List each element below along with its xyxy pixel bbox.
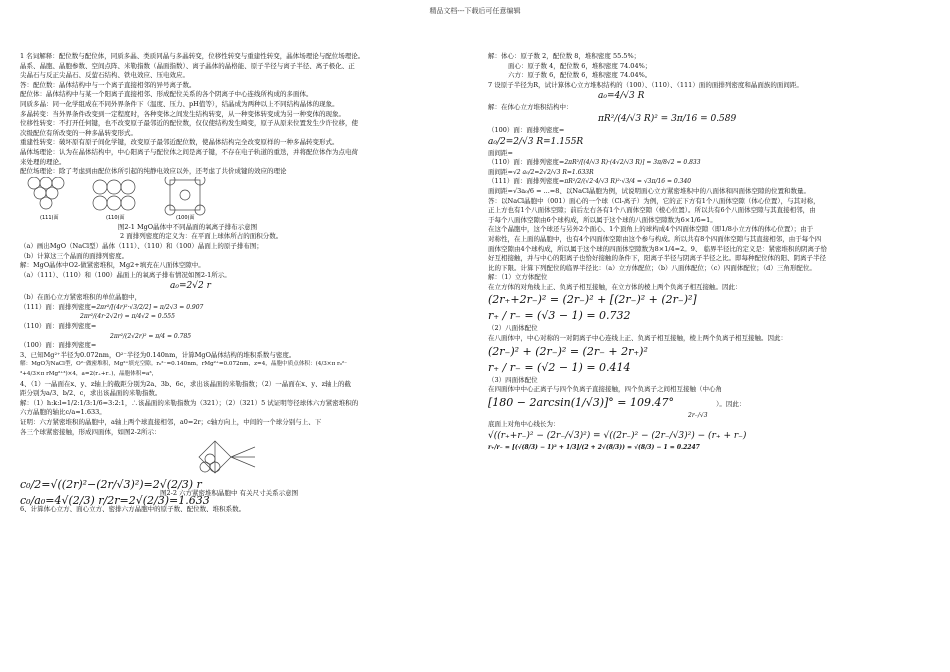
text-line: （3）四面体配位 [488, 375, 538, 384]
equation-100: 2πr²/(2√2r)² = π/4 = 0.785 [110, 332, 192, 340]
text-line: ³+4/3×π rMg²⁺³)×4，a=2(r₊+r₋)，晶胞体积=a³， [20, 371, 158, 378]
equation-110-bcc: 2πR²/[(4/√3 R)·(4√2/√3 R)] = 3π/8√2 = 0.833 [564, 159, 701, 167]
text-line: （b）计算这三个晶面的面排列密度。 [20, 251, 129, 260]
text-line: 6、计算体心立方、面心立方、密排六方晶胞中的原子数、配位数、堆积系数。 [20, 504, 246, 513]
text-line: （110）面：面排列密度= [20, 322, 97, 331]
text-line: 面间距= [488, 148, 513, 157]
text-line: 2 面排列密度的定义为：在平面上球体所占的面积分数。 [120, 232, 283, 241]
figure-caption: 图2-2 六方紧密堆积晶胞中 有关尺寸关系示意图 [160, 489, 299, 498]
text-line: 同质多晶：同一化学组成在不同外界条件下（温度、压力、pH值等），结晶成为两种以上不同结构晶体的现象。 [20, 99, 339, 108]
equation-oct-ratio: r₊ / r₋ = (√2 − 1) = 0.414 [488, 360, 631, 374]
text-line: 面间距=√3a₀/6 = ...=8、以NaCl晶胞为例，试说明面心立方紧密堆积中的八面体和四面体空隙的位置和数量。 [488, 186, 811, 195]
text-line [20, 332, 475, 342]
text-line: （100）面：面排列密度= [488, 125, 565, 134]
text-line: 次级配位有所改变的一种多晶转变形式。 [20, 128, 137, 137]
text-line: 1 名词解释：配位数与配位体，同质多晶、类质同晶与多晶转变，位移性转变与重建性转变，晶体场理论与配位场理论。 [20, 52, 365, 60]
equation-ratio-text: c₀/a₀=4√(2/3) r/2r=2√(2/3)=1.633 [20, 494, 210, 508]
text-line: 在四面体中中心正离子与四个负离子直接接触，四个负离子之间相互接触（中心角 [488, 385, 722, 394]
text-line: （2）八面体配位 [488, 324, 538, 333]
equation-oct: (2r₋)² + (2r₋)² = (2r₋ + 2r₊)² [488, 344, 648, 358]
label: ）。因此： [716, 399, 746, 408]
equation-tet3: r₊/r₋ = [(√(8/3) − 1)² + 1/3]/(2 + 2√(8/3)) = √(8/3) − 1 = 0.2247 [488, 444, 700, 452]
text-line: （a）（111）、（110）和（100）晶面上的氧离子排布情况如图2-1所示。 [20, 270, 231, 279]
fig-label-110: (110)面 [106, 214, 125, 221]
text-line: 面心：原子数 4，配位数 6，堆积密度 74.04%； [508, 61, 652, 70]
label: （111）面：面排列密度= [20, 302, 97, 311]
text-line: 底面上对角中心线长为： [488, 420, 560, 429]
text-line: 好互相接触，并与中心的阳离子也恰好接触的条件下，阳离子半径与阴离子半径之比。即每种配位体的阳、阴离子半径 [488, 254, 826, 263]
text-line: 尖晶石与反正尖晶石、反萤石结构、铁电效应、压电效应。 [20, 71, 189, 80]
equation-111: 2πr²/[(4r)²·√3/2/2] = π/2√3 = 0.907 [96, 303, 204, 311]
text-line [488, 168, 933, 178]
text-line: 多晶转变：当外界条件改变到一定程度时，各种变体之间发生结构转变，从一种变体转变成为另一种变体的现象。 [20, 109, 345, 118]
text-line: 7 设原子半径为R，试计算体心立方堆积结构的（100）、（110）、（111）面的面排列密度和晶面族的面间距。 [488, 80, 803, 89]
label: （110）面：面排列密度= [488, 158, 565, 167]
label: 面间距= [488, 167, 513, 176]
text-line: 距分别为a/3、b/2、c，求出该晶面的米勒指数。 [20, 389, 162, 398]
equation-tet2: √((r₊+r₋)² − (2r₋/√3)²) = √((2r₋)² − (2r₋/√3)²) − (r₊ + r₋) [488, 431, 747, 442]
text-line: 晶体场理论：认为在晶体结构中，中心阳离子与配位体之间是离子键，不存在电子轨道的重迭，并将配位体作为点电荷 [20, 147, 358, 156]
text-line: 答：配位数：晶体结构中与一个离子直接相邻的异号离子数。 [20, 80, 196, 89]
label: （111）面：面排列密度= [488, 177, 565, 186]
text-line: 于每个八面体空隙由6个球构成，所以属于这个球的八面体空隙数为6×1/6=1。 [488, 215, 717, 224]
figure-2-1 [20, 177, 475, 223]
figure-2-2 [20, 437, 475, 477]
text-line [488, 177, 933, 187]
text-line [20, 303, 475, 313]
equation-cube-ratio: r₊ / r₋ = (√3 − 1) = 0.732 [488, 309, 631, 323]
text-line: 在这个晶胞中，这个球还与另外2个面心、1个顶角上的球构成4个四面体空隙（即1/8小立方体的体心位置）；由于 [488, 225, 814, 234]
equation-cube: (2r₊+2r₋)² = (2r₋)² + [(2r₋)² + (2r₋)²] [488, 293, 697, 307]
equation-tet-angle: [180 − 2arcsin(1/√3)]° = 109.47° [488, 395, 675, 409]
text-line: 解：（1）h:k:l=1/2:1/3:1/6=3:2:1，∴该晶面的米勒指数为（321）；（2）（321）5 试证明等径球体六方紧密堆积的 [20, 398, 359, 407]
text-line: 答：以NaCl晶胞中（001）面心的一个球（Cl-离子）为例，它的正下方有1个八面体空隙（体心位置），与其对称， [488, 196, 820, 205]
equation-tet-small: 2r₋/√3 [688, 411, 708, 419]
text-line: 配位场理论：除了考虑到由配位体所引起的纯静电效应以外，还考虑了共价成键的效应的理论 [20, 167, 287, 176]
text-line: 解：MgO晶体中O2-做紧密堆积，Mg2+填充在八面体空隙中。 [20, 261, 205, 270]
text-line: （a）画出MgO（NaCl型）晶体（111）、（110）和（100）晶面上的原子排布图； [20, 241, 263, 250]
text-line: 在立方体的对角线上正、负离子相互接触，在立方体的棱上两个负离子相互接触。因此： [488, 282, 742, 291]
text-line: 各三个球紧密接触，形成四面体，如图2-2所示： [20, 427, 161, 436]
text-line: 3、已知Mg²⁺半径为0.072nm，O²⁻半径为0.140nm，计算MgO晶体结构的堆积系数与密度。 [20, 350, 296, 359]
equation-100-bcc: πR²/(4/√3 R)² = 3π/16 = 0.589 [598, 113, 737, 124]
equation-111-bcc: πR²/2/(√2·4/√3 R)²·√3/4 = √3π/16 = 0.340 [564, 178, 692, 186]
text-line: 重建性转变：破坏原有原子间化学键，改变原子最邻近配位数，使晶体结构完全改变原样的一种多晶转变形式。 [20, 138, 339, 147]
text-line: 4、（1）一晶面在x、y、z轴上的截距分别为2a、3b、6c，求出该晶面的米勒指数；（2）一晶面在x、y、z轴上的截 [20, 379, 352, 388]
text-line [20, 312, 475, 322]
text-line: （100）面：面排列密度= [20, 341, 97, 350]
text-line: 位移性转变：不打开任何键，也不改变原子最邻近的配位数，仅仅使结构发生畸变，原子从原来位置发生少许位移，使 [20, 119, 358, 128]
text-line: 在八面体中，中心对称的一对阴离子中心连线上正、负离子相互接触，棱上两个负离子相互接触。因此： [488, 334, 787, 343]
figure-caption: 图2-1 MgO晶体中不同晶面的氧离子排布示意图 [117, 222, 258, 231]
text-line: 证明：六方紧密堆积的晶胞中，a轴上两个球直接相邻，a0=2r；c轴方向上，中间的一个球分别与上、下 [20, 418, 322, 426]
fig-label-100: (100)面 [176, 214, 195, 221]
text-line: 比的下限。计算下列配位的临界半径比：（a）立方体配位；（b）八面体配位；（c）四面体配位；（d）三角形配位。 [488, 263, 816, 272]
text-line: 解：体心：原子数 2，配位数 8，堆积密度 55.5%； [488, 52, 641, 60]
text-line: 解：在体心立方堆积结构中： [488, 103, 573, 112]
equation-a0-R: a₀=4/√3 R [598, 91, 645, 102]
text-line [488, 395, 933, 411]
equation-d110: √2 a₀/2=2√2/√3 R=1.633R [512, 168, 594, 176]
hcp-figure [185, 437, 265, 477]
equation-d100: a₀/2=2/√3 R=1.155R [488, 136, 584, 147]
right-column [488, 52, 933, 453]
equation-a0: a₀=2√2 r [170, 281, 211, 292]
text-line: 配位体：晶体结构中与某一个阳离子直接相邻、形成配位关系的各个阴离子中心连线所构成的多面体。 [20, 90, 313, 99]
text-line: 解：MgO为NaCl型，O²⁻做密堆积，Mg²⁺填充空隙。r₀²⁻=0.140nm，rMg²⁺=0.072nm，z=4，晶胞中质点体积：(4/3×π r₀²⁻ [20, 361, 348, 368]
text-line: 六方：原子数 6，配位数 6，堆积密度 74.04%。 [508, 71, 652, 80]
text-line: （b）在面心立方紧密堆积的单位晶胞中， [20, 293, 142, 302]
text-line: 晶系、晶胞、晶胞参数、空间点阵、米勒指数（晶面指数）、离子晶体的晶格能、原子半径与离子半径、离子极化、正 [20, 61, 355, 70]
text-line: 来处理的理论。 [20, 157, 66, 166]
oxygen-arrangement-figure [20, 177, 220, 223]
equation-110: 2πr²/(4r·2√2r) = π/4√2 = 0.555 [80, 313, 175, 321]
fig-label-111: (111)面 [40, 214, 59, 221]
text-line: 正上方也有1个八面体空隙；前后左右各有1个八面体空隙（棱心位置）。所以共有6个八面体空隙与其直接相邻，由 [488, 206, 816, 215]
text-line [488, 158, 933, 168]
text-line: 解：（1）立方体配位 [488, 273, 548, 282]
equation-c0: c₀/2=√((2r)²−(2r/√3)²)=2√(2/3) r [20, 478, 202, 492]
text-line: 对称性，在上面的晶胞中，也有4个四面体空隙由这个参与构成。所以共有8个四面体空隙与其直接相邻，由于每个四 [488, 234, 822, 243]
page-header: 精品文档---下载后可任意编辑 [429, 7, 521, 15]
text-line: 面体空隙由4个球构成，所以属于这个球的四面体空隙数为8×1/4=2。9、 临界半径比的定义是：紧密堆积的阴离子恰 [488, 244, 827, 253]
left-column [20, 52, 475, 514]
text-line: 六方晶胞的轴比c/a≈1.633。 [20, 408, 106, 417]
